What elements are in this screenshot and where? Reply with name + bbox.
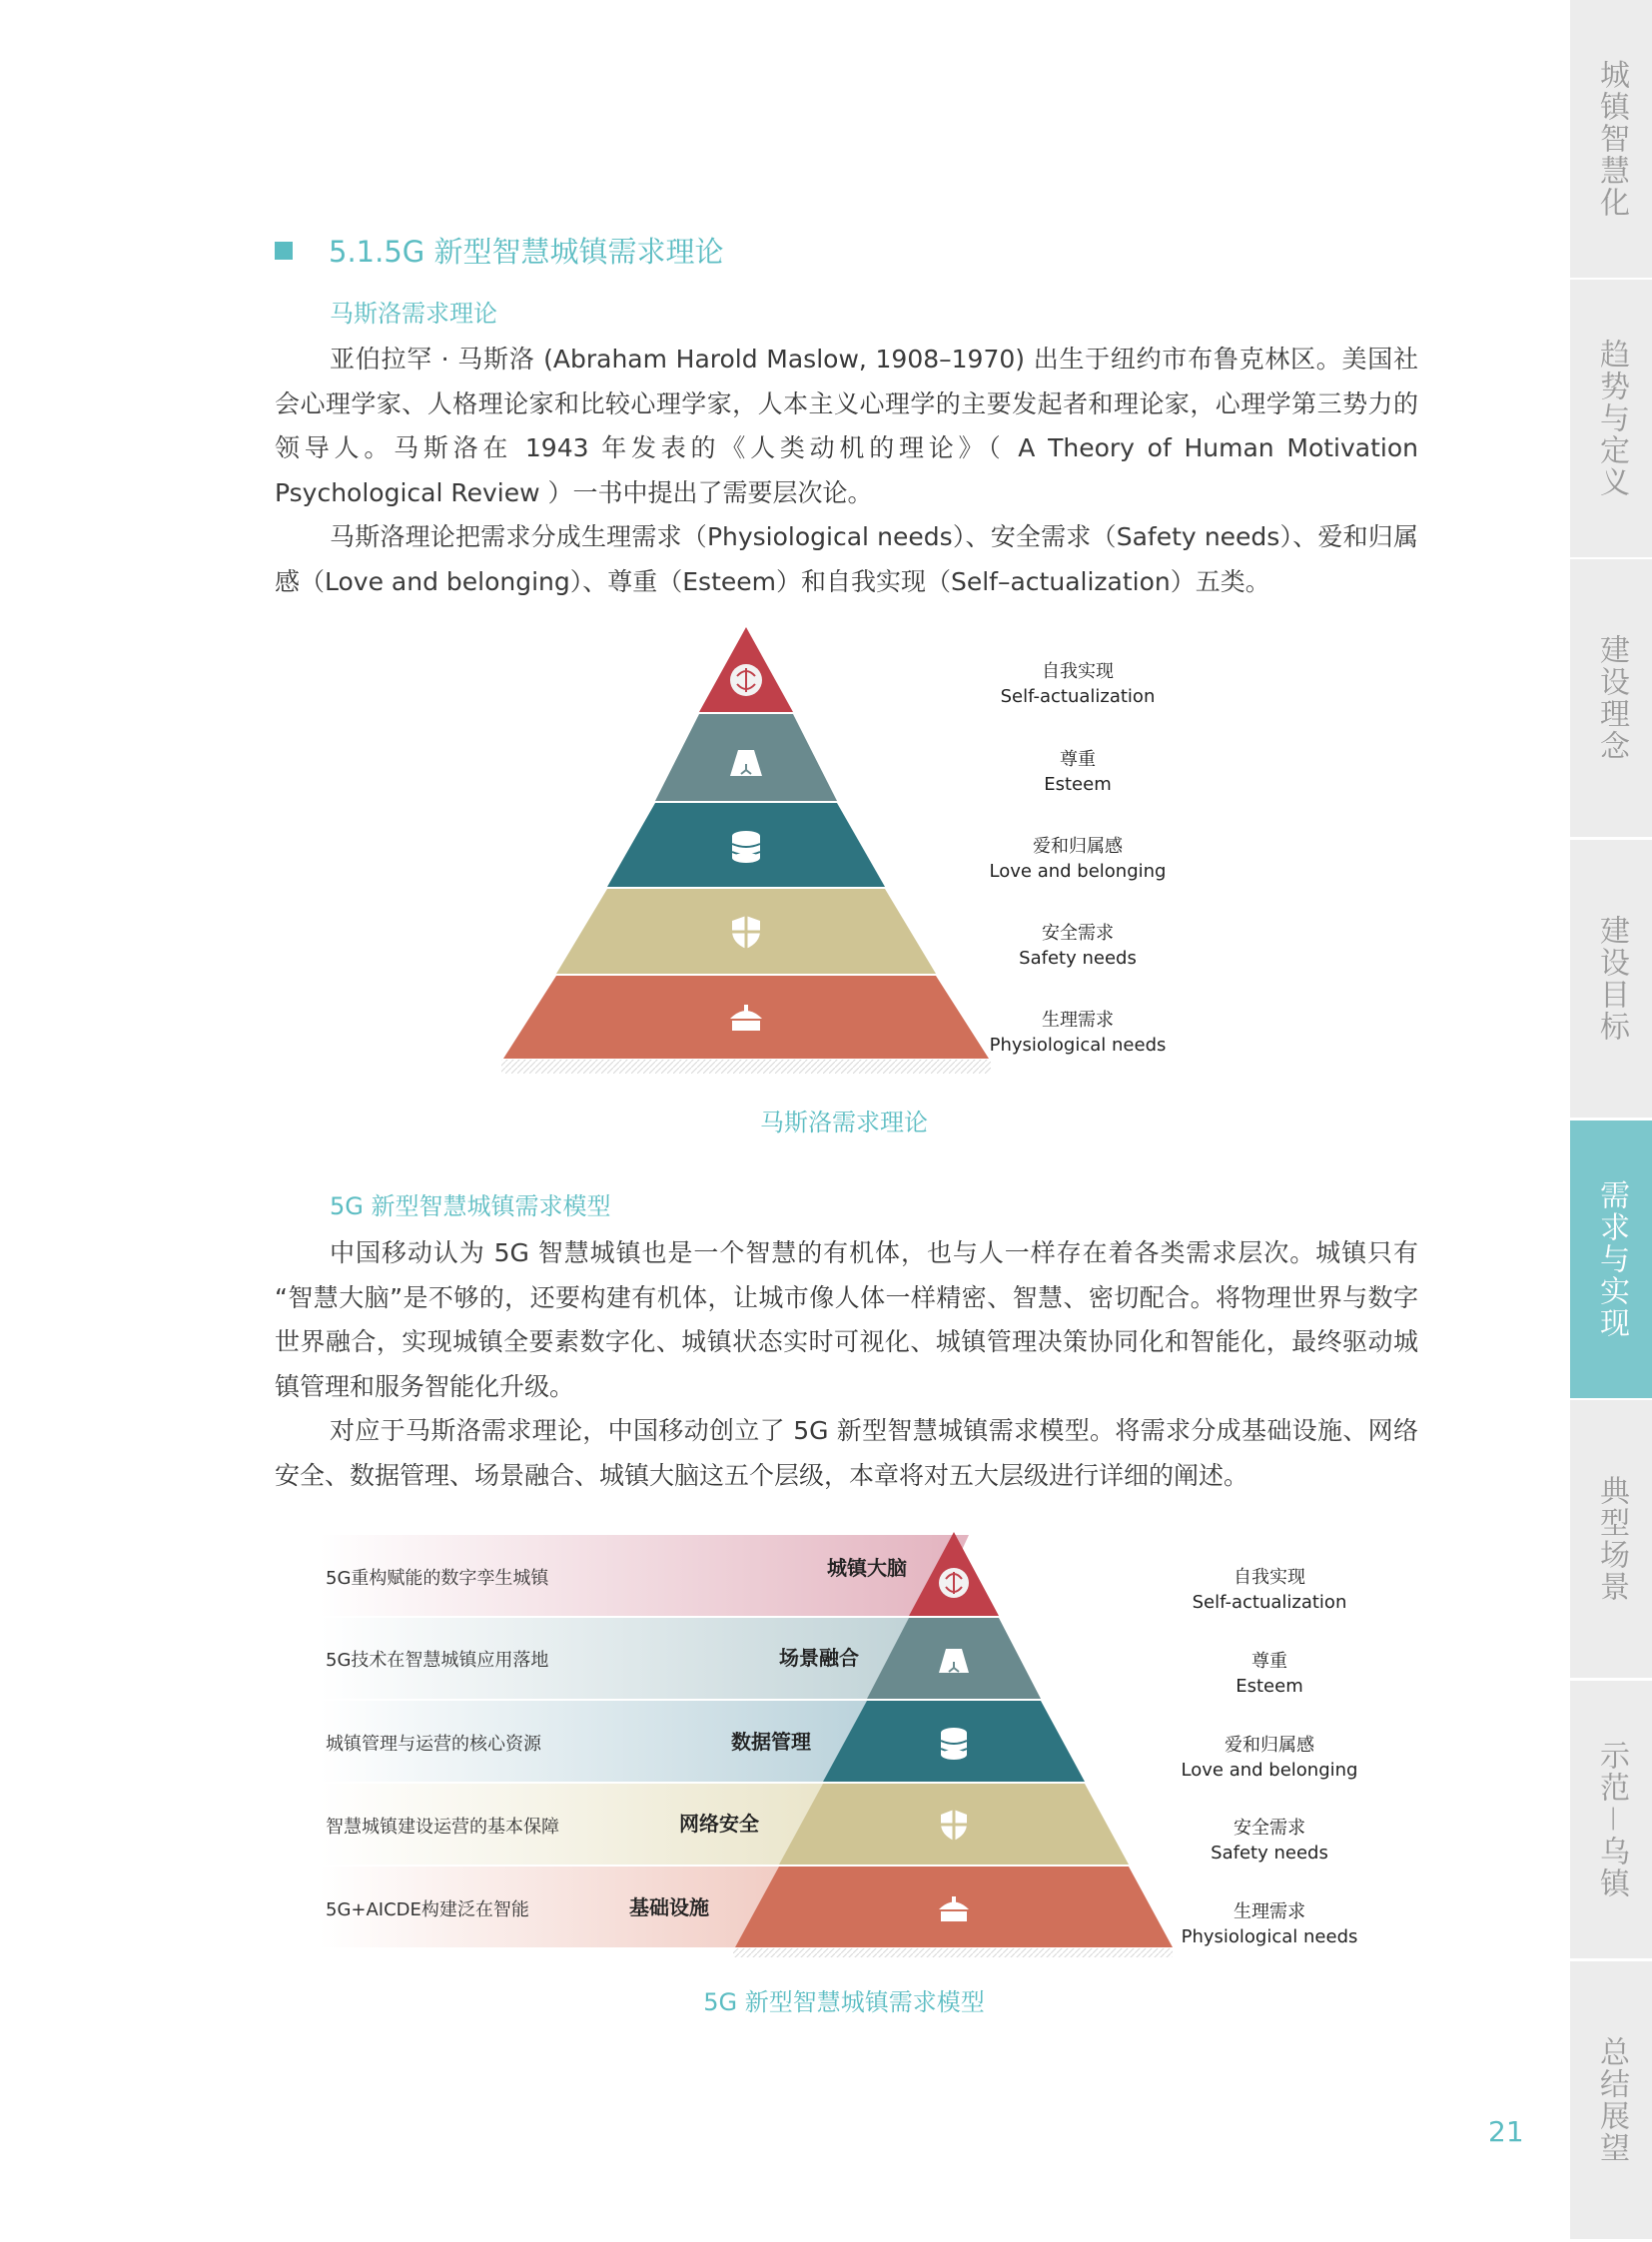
pyramid-shadow xyxy=(501,1060,991,1074)
side-tab-2[interactable] xyxy=(1570,280,1652,557)
heading-square-icon xyxy=(275,242,293,260)
brain-icon xyxy=(730,664,762,696)
side-tab-3[interactable] xyxy=(1570,559,1652,837)
maslow-paragraph-1: 亚伯拉罕 · 马斯洛 (Abraham Harold Maslow, 1908–1970) 出生于纽约市布鲁克林区。美国社会心理学家、人格理论家和比较心理学家，人本主义心理学的主要发起者和理论家，心理学第三势力的领导人。马斯洛在 1943 年发表的《人类动机的理论》（ A Theory of Human Motivation Psychological Review ）一书中提出了需要层次论。 xyxy=(275,345,1418,507)
model-label-love xyxy=(1150,1733,1389,1783)
section-heading xyxy=(275,230,723,271)
band-desc-4: 智慧城镇建设运营的基本保障 xyxy=(326,1817,559,1838)
side-tab-8[interactable] xyxy=(1570,1961,1652,2239)
side-tab-6[interactable] xyxy=(1570,1400,1652,1678)
side-tab-label: 典型场景 xyxy=(1594,1475,1629,1603)
label-cn: 尊重 xyxy=(1060,749,1096,770)
model-paragraph-1: 中国移动认为 5G 智慧城镇也是一个智慧的有机体，也与人一样存在着各类需求层次。城镇只有 “智慧大脑”是不够的，还要构建有机体，让城市像人体一样精密、智慧、密切配合。将物理世界与数字世界融合，实现城镇全要素数字化、城镇状态实时可视化、城镇管理决策协同化和智能化，最终驱动城镇管理和服务智能化升级。 xyxy=(275,1238,1418,1401)
side-tab-7[interactable] xyxy=(1570,1681,1652,1958)
label-en: Physiological needs xyxy=(1181,1926,1358,1947)
label-cn: 安全需求 xyxy=(1042,923,1114,944)
model-label-safety xyxy=(1150,1816,1389,1866)
side-tab-1[interactable] xyxy=(1570,0,1652,278)
model-label-physiological xyxy=(1150,1899,1389,1949)
label-cn: 自我实现 xyxy=(1234,1567,1305,1588)
model-caption: 5G 新型智慧城镇需求模型 xyxy=(703,1988,985,2016)
band-title-1: 城镇大脑 xyxy=(827,1556,907,1580)
band-title-2: 场景融合 xyxy=(779,1646,859,1670)
maslow-label-physiological xyxy=(958,1008,1198,1058)
label-en: Love and belonging xyxy=(989,861,1167,882)
maslow-paragraph-2: 马斯洛理论把需求分成生理需求（Physiological needs）、安全需求（Safety needs）、爱和归属感（Love and belonging）、尊重（Esteem）和自我实现（Self–actualization）五类。 xyxy=(275,522,1418,596)
band-title-4: 网络安全 xyxy=(679,1812,759,1836)
label-en: Esteem xyxy=(1236,1676,1303,1697)
side-tab-label: 建设目标 xyxy=(1594,915,1629,1043)
page-number: 21 xyxy=(1488,2115,1524,2148)
side-tab-label: 趋势与定义 xyxy=(1594,339,1629,498)
label-en: Physiological needs xyxy=(989,1035,1167,1056)
database-icon xyxy=(732,831,760,863)
side-tab-label: 总结展望 xyxy=(1594,2036,1629,2164)
maslow-heading: 马斯洛需求理论 xyxy=(330,300,497,328)
section-title: 5.1.5G 新型智慧城镇需求理论 xyxy=(329,235,724,269)
side-tab-label: 城镇智慧化 xyxy=(1594,59,1629,219)
maslow-label-safety xyxy=(958,921,1198,971)
label-en: Self-actualization xyxy=(1000,686,1156,707)
side-tab-label: 需求与实现 xyxy=(1594,1179,1629,1339)
label-cn: 爱和归属感 xyxy=(1033,836,1123,857)
side-navigation xyxy=(1570,0,1652,2242)
band-desc-5: 5G+AICDE构建泛在智能 xyxy=(326,1899,529,1920)
maslow-caption: 马斯洛需求理论 xyxy=(760,1109,928,1136)
model-label-self-actualization xyxy=(1150,1565,1389,1615)
label-cn: 生理需求 xyxy=(1042,1010,1114,1031)
maslow-label-love xyxy=(958,834,1198,884)
label-cn: 自我实现 xyxy=(1042,661,1114,682)
maslow-label-self-actualization xyxy=(958,659,1198,709)
side-tab-5-active[interactable] xyxy=(1570,1121,1652,1398)
model-pyramid-shadow xyxy=(733,1948,1173,1957)
band-desc-1: 5G重构赋能的数字孪生城镇 xyxy=(326,1568,549,1589)
label-cn: 尊重 xyxy=(1251,1651,1287,1672)
label-cn: 安全需求 xyxy=(1234,1818,1305,1839)
maslow-label-esteem xyxy=(958,747,1198,797)
model-paragraph-2: 对应于马斯洛需求理论，中国移动创立了 5G 新型智慧城镇需求模型。将需求分成基础设施、网络安全、数据管理、场景融合、城镇大脑这五个层级，本章将对五大层级进行详细的阐述。 xyxy=(275,1416,1418,1490)
model-heading: 5G 新型智慧城镇需求模型 xyxy=(330,1192,611,1220)
band-title-5: 基础设施 xyxy=(629,1895,709,1919)
model-diagram xyxy=(320,1528,1199,1957)
label-cn: 爱和归属感 xyxy=(1225,1735,1314,1756)
brain-icon xyxy=(939,1568,969,1598)
label-en: Self-actualization xyxy=(1192,1592,1347,1613)
maslow-pyramid xyxy=(499,624,999,1084)
label-en: Safety needs xyxy=(1211,1843,1328,1864)
label-cn: 生理需求 xyxy=(1234,1901,1305,1922)
side-tab-label: 示范－乌镇 xyxy=(1594,1740,1629,1899)
band-title-3: 数据管理 xyxy=(731,1730,811,1754)
side-tab-label: 建设理念 xyxy=(1594,634,1629,762)
label-en: Safety needs xyxy=(1019,948,1137,969)
band-desc-3: 城镇管理与运营的核心资源 xyxy=(326,1734,541,1755)
label-en: Esteem xyxy=(1044,774,1112,795)
label-en: Love and belonging xyxy=(1181,1760,1358,1781)
band-desc-2: 5G技术在智慧城镇应用落地 xyxy=(326,1650,549,1671)
database-icon xyxy=(941,1728,967,1760)
side-tab-4[interactable] xyxy=(1570,840,1652,1118)
model-label-esteem xyxy=(1150,1649,1389,1699)
